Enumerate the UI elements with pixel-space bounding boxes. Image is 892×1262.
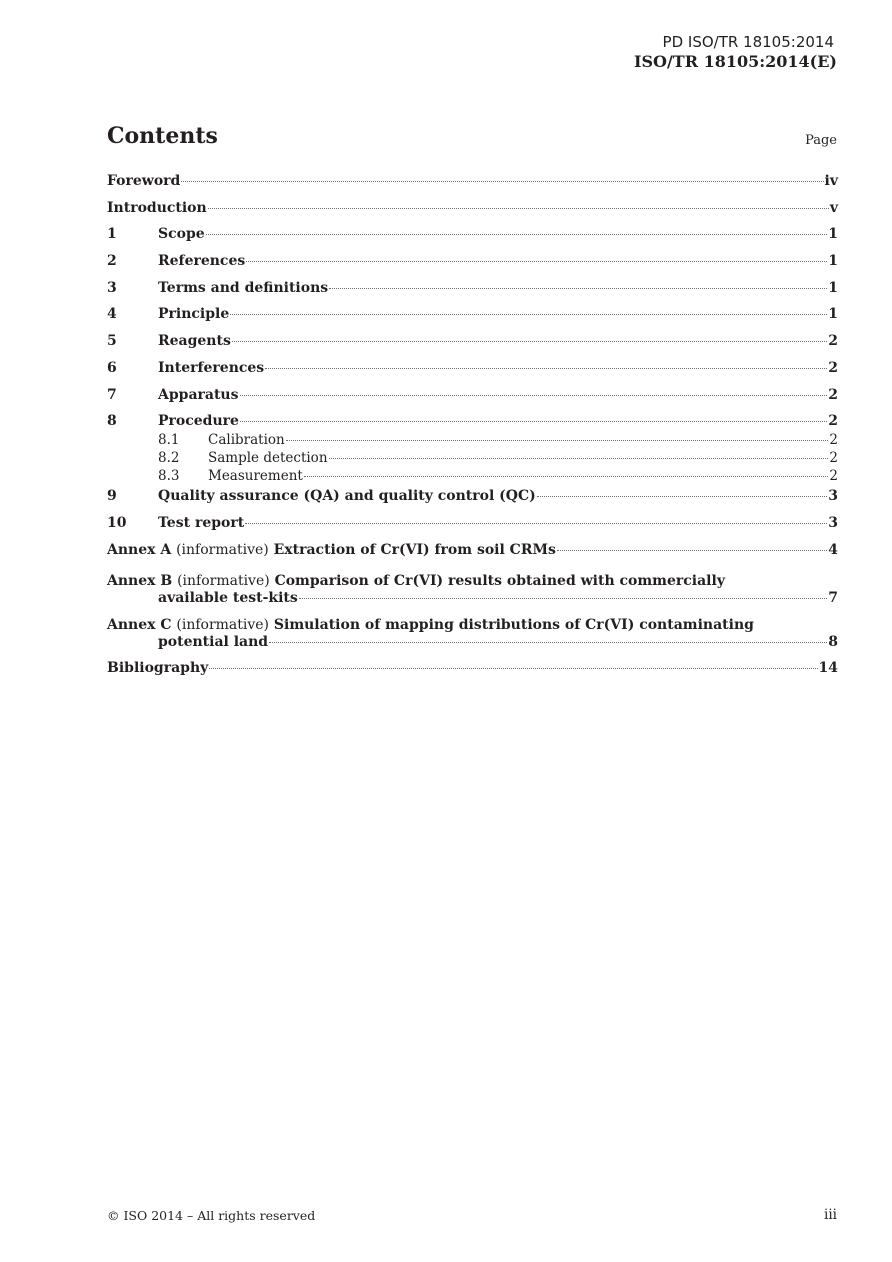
toc-entry-page: 2 <box>828 333 838 350</box>
toc-entry-number: 2 <box>107 253 117 270</box>
toc-entry-section-5[interactable] <box>107 333 838 360</box>
dot-leader <box>304 476 829 477</box>
toc-entry-title: Reagents <box>158 333 231 350</box>
toc-entry-page: 2 <box>829 468 838 485</box>
page-title: Contents <box>107 123 218 149</box>
toc-entry-section-2[interactable] <box>107 253 838 280</box>
toc-entry-title: Foreword <box>107 173 181 189</box>
toc-entry-page: 3 <box>828 514 838 531</box>
toc-entry-page: 8 <box>828 634 838 651</box>
toc-entry-title: Terms and definitions <box>158 279 329 296</box>
toc-entry-section-1[interactable] <box>107 226 838 253</box>
annex-title: Extraction of Cr(VI) from soil CRMs <box>273 541 556 558</box>
toc-entry-page: 3 <box>828 488 838 505</box>
toc-entry-number: 3 <box>107 279 117 296</box>
toc-entry-page: 2 <box>829 431 838 448</box>
annex-title: Comparison of Cr(VI) results obtained with commercially <box>274 573 725 590</box>
dot-leader <box>240 395 828 396</box>
annex-title-continuation <box>107 590 838 608</box>
annex-label: Annex B <box>107 573 173 590</box>
annex-type: (informative) <box>176 541 269 558</box>
toc-entry-subsection-8-3[interactable] <box>107 468 838 488</box>
dot-leader <box>209 668 817 669</box>
toc-entry-title: Test report <box>158 514 245 531</box>
toc-entry-page: 1 <box>828 306 838 323</box>
dot-leader <box>537 496 828 497</box>
toc-entry-page: 7 <box>828 590 838 607</box>
toc-entry-number: 8 <box>107 413 117 430</box>
dot-leader <box>240 421 827 422</box>
page-number: iii <box>824 1207 837 1223</box>
toc-entry-title: Scope <box>158 226 205 243</box>
toc-entry-title: Procedure <box>158 413 239 430</box>
toc-entry-number: 9 <box>107 488 117 505</box>
toc-entry-page: 4 <box>828 541 838 558</box>
dot-leader <box>246 261 827 262</box>
dot-leader <box>230 314 827 315</box>
dot-leader <box>329 288 827 289</box>
toc-entry-page: 1 <box>828 279 838 296</box>
table-of-contents <box>107 173 838 687</box>
annex-type: (informative) <box>177 573 270 590</box>
annex-title-line <box>107 572 838 590</box>
toc-entry-page: 2 <box>828 386 838 403</box>
dot-leader <box>208 208 829 209</box>
dot-leader <box>265 368 827 369</box>
toc-entry-page: 2 <box>828 413 838 430</box>
copyright-notice: © ISO 2014 – All rights reserved <box>107 1208 316 1223</box>
annex-title: Simulation of mapping distributions of Cr(VI) contaminating <box>273 617 754 634</box>
toc-entry-title: Sample detection <box>208 449 328 466</box>
toc-entry-page: 2 <box>828 359 838 376</box>
annex-title: potential land <box>158 634 269 651</box>
toc-entry-title: Calibration <box>208 431 285 448</box>
toc-entry-annex-a[interactable] <box>107 542 838 569</box>
dot-leader <box>299 598 827 599</box>
toc-entry-section-10[interactable] <box>107 515 838 542</box>
toc-entry-subsection-8-1[interactable] <box>107 432 838 450</box>
toc-entry-page: 14 <box>818 660 838 677</box>
toc-entry-title: Principle <box>158 306 230 323</box>
document-id-iso: ISO/TR 18105:2014(E) <box>633 52 837 71</box>
toc-entry-subsection-8-2[interactable] <box>107 450 838 468</box>
toc-entry-foreword[interactable] <box>107 173 838 200</box>
annex-label: Annex A <box>107 541 172 558</box>
dot-leader <box>329 458 829 459</box>
toc-entry-number: 7 <box>107 386 117 403</box>
annex-title-line <box>107 616 838 634</box>
annex-title: available test-kits <box>158 590 298 607</box>
toc-entry-number: 8.3 <box>158 468 180 485</box>
toc-entry-number: 4 <box>107 306 117 323</box>
toc-entry-page: 1 <box>828 253 838 270</box>
annex-title-continuation <box>107 634 838 652</box>
toc-entry-title: Introduction <box>107 199 207 216</box>
toc-entry-title: References <box>158 253 246 270</box>
annex-type: (informative) <box>176 617 270 634</box>
annex-label: Annex C <box>107 617 172 634</box>
dot-leader <box>269 642 827 643</box>
toc-entry-annex-c[interactable] <box>107 616 838 652</box>
dot-leader <box>245 523 827 524</box>
toc-entry-page: 2 <box>829 449 838 466</box>
toc-entry-page: 1 <box>828 226 838 243</box>
toc-entry-annex-b[interactable] <box>107 572 838 608</box>
toc-entry-section-6[interactable] <box>107 360 838 387</box>
toc-entry-title: Apparatus <box>158 386 239 403</box>
toc-entry-page: iv <box>824 173 838 189</box>
toc-entry-number: 1 <box>107 226 117 243</box>
toc-entry-title <box>107 542 556 558</box>
toc-entry-number: 10 <box>107 514 127 531</box>
toc-entry-number: 8.2 <box>158 449 180 466</box>
toc-entry-section-7[interactable] <box>107 387 838 414</box>
toc-entry-page: v <box>829 199 838 216</box>
toc-entry-section-4[interactable] <box>107 306 838 333</box>
toc-entry-title: Measurement <box>208 468 303 485</box>
toc-entry-title: Bibliography <box>107 660 209 677</box>
toc-entry-number: 6 <box>107 359 117 376</box>
toc-entry-number: 8.1 <box>158 431 180 448</box>
toc-entry-title: Interferences <box>158 359 265 376</box>
dot-leader <box>232 341 827 342</box>
dot-leader <box>181 181 823 182</box>
toc-entry-introduction[interactable] <box>107 200 838 227</box>
toc-entry-section-8[interactable] <box>107 413 838 432</box>
dot-leader <box>557 550 827 551</box>
toc-entry-section-3[interactable] <box>107 280 838 307</box>
toc-entry-bibliography[interactable] <box>107 660 838 687</box>
toc-entry-section-9[interactable] <box>107 488 838 515</box>
dot-leader <box>206 234 828 235</box>
dot-leader <box>286 440 829 441</box>
toc-entry-number: 5 <box>107 333 117 350</box>
toc-entry-title: Quality assurance (QA) and quality control (QC) <box>158 488 536 505</box>
page-column-label: Page <box>805 133 837 148</box>
document-id-pd: PD ISO/TR 18105:2014 <box>662 33 834 51</box>
